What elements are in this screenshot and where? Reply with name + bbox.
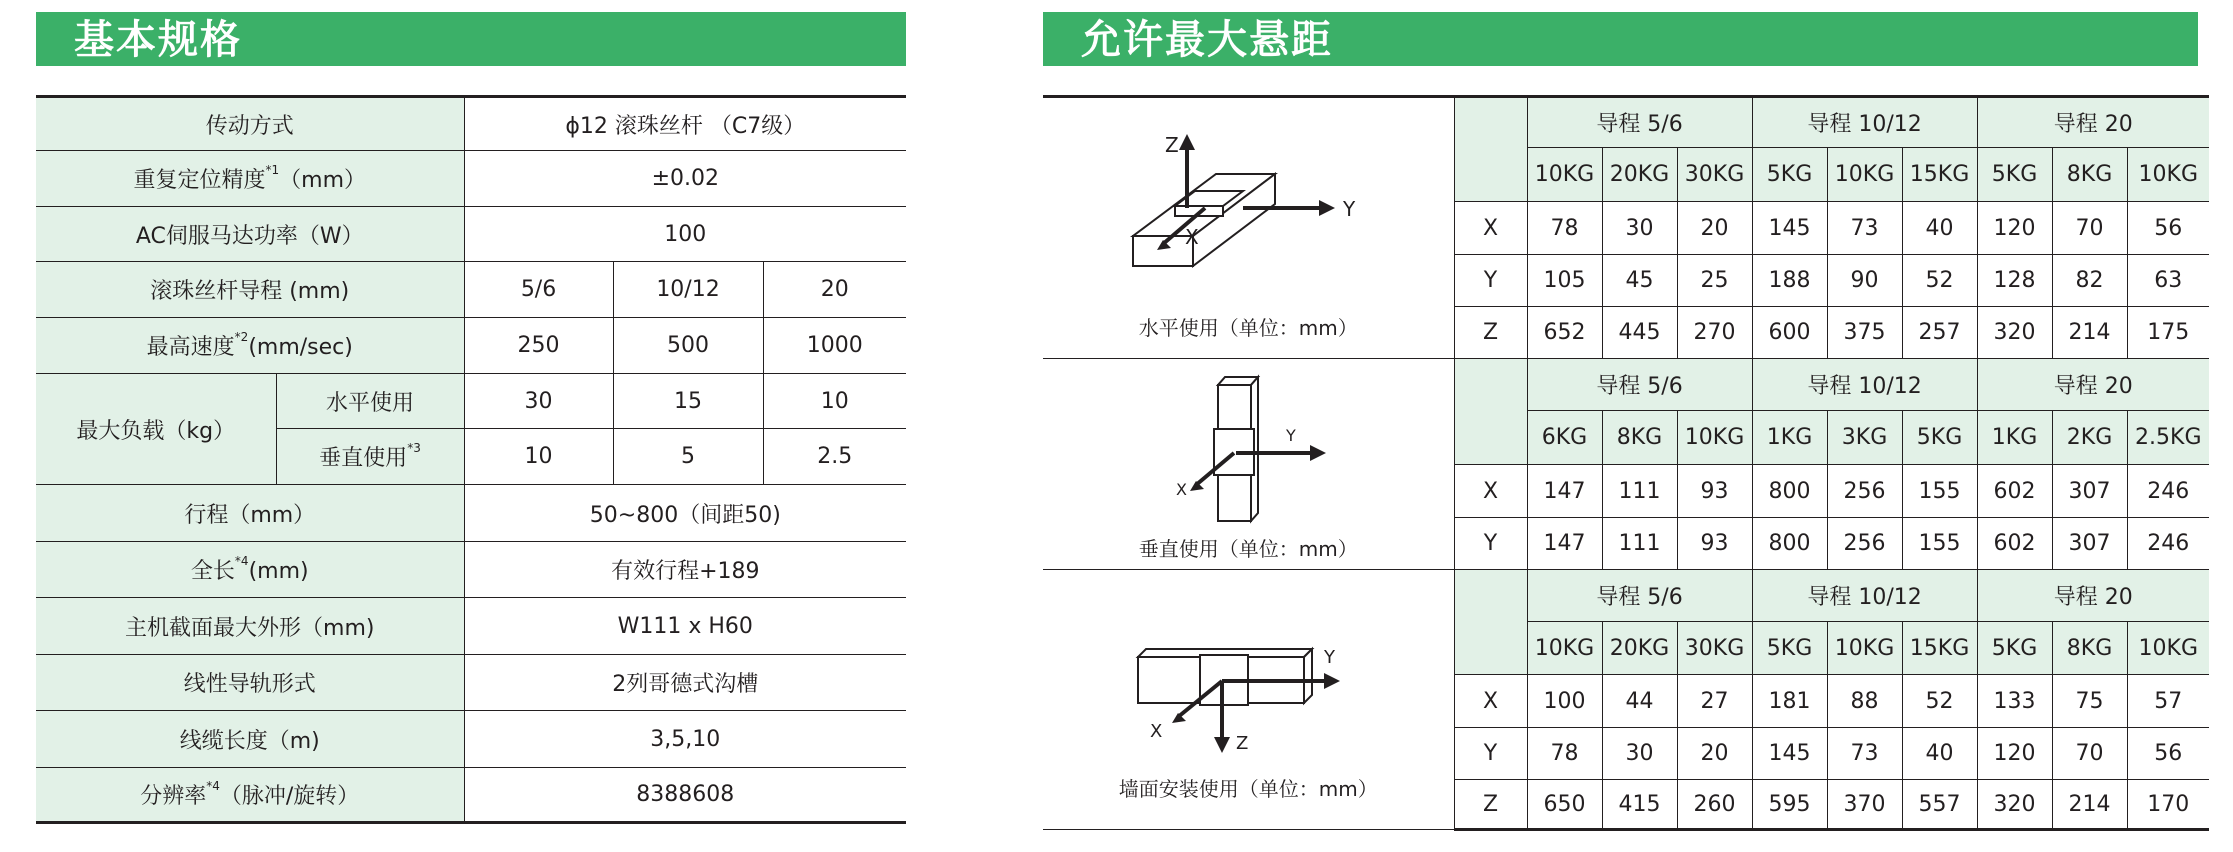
overhang-title: 允许最大悬距 — [1081, 17, 1333, 63]
speed-label-cell — [36, 318, 464, 374]
spec-row-section — [36, 598, 906, 655]
lead-value: 5/6 — [464, 262, 613, 318]
value-cell: 415 — [1602, 780, 1677, 830]
value-cell: 246 — [2127, 518, 2209, 570]
lead-header: 导程 10/12 — [1752, 359, 1977, 411]
value-cell: 40 — [1902, 728, 1977, 780]
spec-row-load-horizontal — [36, 374, 906, 429]
value-cell: 246 — [2127, 465, 2209, 518]
axis-cell: Y — [1454, 728, 1527, 780]
section-value: W111 x H60 — [464, 598, 906, 655]
spec-row-servo — [36, 207, 906, 262]
axis-cell: Z — [1454, 307, 1527, 359]
axis-label: Y — [1286, 425, 1297, 445]
spec-row-length — [36, 542, 906, 598]
value-cell: 70 — [2052, 202, 2127, 255]
spec-row-resolution — [36, 768, 906, 823]
value-cell: 175 — [2127, 307, 2209, 359]
cable-label: 线缆长度（m) — [36, 711, 464, 768]
basic-spec-table — [36, 95, 906, 824]
value-cell: 56 — [2127, 202, 2209, 255]
load-vertical-label: 垂直使用 — [319, 446, 408, 471]
vertical-diagram — [1138, 367, 1358, 527]
value-cell: 56 — [2127, 728, 2209, 780]
speed-value: 500 — [613, 318, 763, 374]
axis-label: Z — [1165, 132, 1179, 157]
value-cell: 260 — [1677, 780, 1752, 830]
value-cell: 375 — [1827, 307, 1902, 359]
axis-cell: X — [1454, 202, 1527, 255]
wall-lead-row — [1043, 570, 2209, 622]
value-cell: 133 — [1977, 675, 2052, 728]
overhang-table — [1043, 95, 2209, 831]
value-cell: 128 — [1977, 255, 2052, 307]
value-cell: 27 — [1677, 675, 1752, 728]
value-cell: 800 — [1752, 465, 1827, 518]
load-header: 6KG — [1527, 411, 1602, 465]
overhang-banner — [1043, 12, 2198, 66]
lead-header: 导程 10/12 — [1752, 570, 1977, 622]
value-cell: 111 — [1602, 465, 1677, 518]
axis-label: X — [1150, 721, 1163, 742]
lead-header: 导程 10/12 — [1752, 97, 1977, 148]
resolution-unit: （脉冲/旋转） — [219, 784, 360, 809]
value-cell: 52 — [1902, 255, 1977, 307]
value-cell: 73 — [1827, 202, 1902, 255]
repeat-note: *1 — [265, 163, 280, 177]
value-cell: 93 — [1677, 518, 1752, 570]
axis-header-cell — [1454, 97, 1527, 202]
value-cell: 155 — [1902, 518, 1977, 570]
value-cell: 40 — [1902, 202, 1977, 255]
load-horizontal-value: 10 — [763, 374, 906, 429]
value-cell: 188 — [1752, 255, 1827, 307]
value-cell: 800 — [1752, 518, 1827, 570]
value-cell: 100 — [1527, 675, 1602, 728]
wall-diagram — [1118, 597, 1378, 767]
spec-row-repeat — [36, 151, 906, 207]
speed-value: 250 — [464, 318, 613, 374]
value-cell: 63 — [2127, 255, 2209, 307]
value-cell: 20 — [1677, 202, 1752, 255]
value-cell: 120 — [1977, 202, 2052, 255]
section-label: 主机截面最大外形（mm) — [36, 598, 464, 655]
value-cell: 75 — [2052, 675, 2127, 728]
value-cell: 320 — [1977, 307, 2052, 359]
value-cell: 105 — [1527, 255, 1602, 307]
load-header: 20KG — [1602, 148, 1677, 202]
horizontal-figure-cell — [1043, 97, 1454, 359]
value-cell: 44 — [1602, 675, 1677, 728]
load-header: 10KG — [1827, 148, 1902, 202]
value-cell: 170 — [2127, 780, 2209, 830]
load-vertical-note: *3 — [407, 441, 421, 455]
resolution-value: 8388608 — [464, 768, 906, 823]
value-cell: 70 — [2052, 728, 2127, 780]
axis-header-cell — [1454, 570, 1527, 675]
horizontal-lead-row — [1043, 97, 2209, 148]
cable-value: 3,5,10 — [464, 711, 906, 768]
value-cell: 320 — [1977, 780, 2052, 830]
lead-header: 导程 20 — [1977, 97, 2209, 148]
value-cell: 30 — [1602, 202, 1677, 255]
vertical-lead-row — [1043, 359, 2209, 411]
value-cell: 78 — [1527, 728, 1602, 780]
value-cell: 88 — [1827, 675, 1902, 728]
horizontal-diagram — [1113, 116, 1383, 306]
value-cell: 145 — [1752, 728, 1827, 780]
value-cell: 602 — [1977, 465, 2052, 518]
value-cell: 370 — [1827, 780, 1902, 830]
axis-cell: Y — [1454, 518, 1527, 570]
load-header: 3KG — [1827, 411, 1902, 465]
spec-row-stroke — [36, 485, 906, 542]
value-cell: 650 — [1527, 780, 1602, 830]
value-cell: 445 — [1602, 307, 1677, 359]
load-header: 15KG — [1902, 148, 1977, 202]
drive-label: 传动方式 — [36, 97, 464, 151]
axis-label: X — [1185, 224, 1199, 249]
value-cell: 214 — [2052, 307, 2127, 359]
value-cell: 30 — [1602, 728, 1677, 780]
axis-cell: Z — [1454, 780, 1527, 830]
load-header: 1KG — [1977, 411, 2052, 465]
value-cell: 57 — [2127, 675, 2209, 728]
value-cell: 120 — [1977, 728, 2052, 780]
load-vertical-label-cell — [276, 429, 464, 485]
load-header: 10KG — [1527, 148, 1602, 202]
lead-header: 导程 5/6 — [1527, 359, 1752, 411]
spec-row-speed — [36, 318, 906, 374]
load-header: 2.5KG — [2127, 411, 2209, 465]
load-header: 30KG — [1677, 622, 1752, 675]
axis-label: X — [1176, 479, 1188, 499]
value-cell: 652 — [1527, 307, 1602, 359]
load-label: 最大负载（kg） — [36, 374, 276, 485]
value-cell: 214 — [2052, 780, 2127, 830]
value-cell: 90 — [1827, 255, 1902, 307]
load-header: 8KG — [1602, 411, 1677, 465]
value-cell: 147 — [1527, 465, 1602, 518]
lead-header: 导程 5/6 — [1527, 570, 1752, 622]
lead-header: 导程 20 — [1977, 570, 2209, 622]
load-header: 5KG — [1902, 411, 1977, 465]
value-cell: 78 — [1527, 202, 1602, 255]
load-header: 10KG — [1827, 622, 1902, 675]
servo-value: 100 — [464, 207, 906, 262]
basic-spec-title: 基本规格 — [74, 17, 242, 63]
load-header: 30KG — [1677, 148, 1752, 202]
speed-label: 最高速度 — [146, 335, 235, 360]
load-vertical-value: 10 — [464, 429, 613, 485]
length-unit: (mm) — [248, 559, 309, 584]
load-header: 5KG — [1752, 148, 1827, 202]
value-cell: 25 — [1677, 255, 1752, 307]
load-horizontal-value: 15 — [613, 374, 763, 429]
spec-row-lead — [36, 262, 906, 318]
value-cell: 155 — [1902, 465, 1977, 518]
value-cell: 73 — [1827, 728, 1902, 780]
repeat-value: ±0.02 — [464, 151, 906, 207]
value-cell: 307 — [2052, 465, 2127, 518]
load-header: 1KG — [1752, 411, 1827, 465]
load-header: 5KG — [1977, 148, 2052, 202]
value-cell: 82 — [2052, 255, 2127, 307]
repeat-label-cell — [36, 151, 464, 207]
value-cell: 147 — [1527, 518, 1602, 570]
repeat-unit: （mm） — [279, 168, 367, 193]
wall-figure-cell — [1043, 570, 1454, 830]
load-horizontal-label: 水平使用 — [276, 374, 464, 429]
basic-spec-banner — [36, 12, 906, 66]
lead-label: 滚珠丝杆导程 (mm) — [36, 262, 464, 318]
value-cell: 595 — [1752, 780, 1827, 830]
value-cell: 52 — [1902, 675, 1977, 728]
value-cell: 111 — [1602, 518, 1677, 570]
load-header: 15KG — [1902, 622, 1977, 675]
drive-value: ϕ12 滚珠丝杆 （C7级） — [464, 97, 906, 151]
lead-header: 导程 20 — [1977, 359, 2209, 411]
value-cell: 145 — [1752, 202, 1827, 255]
value-cell: 270 — [1677, 307, 1752, 359]
vertical-caption: 垂直使用（单位：mm） — [1138, 536, 1358, 561]
value-cell: 600 — [1752, 307, 1827, 359]
servo-label: AC伺服马达功率（W） — [36, 207, 464, 262]
length-label-cell — [36, 542, 464, 598]
load-vertical-value: 5 — [613, 429, 763, 485]
load-header: 20KG — [1602, 622, 1677, 675]
axis-label: Y — [1324, 647, 1336, 668]
axis-cell: X — [1454, 675, 1527, 728]
spec-row-cable — [36, 711, 906, 768]
axis-cell: Y — [1454, 255, 1527, 307]
load-header: 2KG — [2052, 411, 2127, 465]
value-cell: 257 — [1902, 307, 1977, 359]
load-header: 10KG — [1527, 622, 1602, 675]
rail-label: 线性导轨形式 — [36, 655, 464, 711]
axis-label: Y — [1343, 196, 1356, 221]
value-cell: 93 — [1677, 465, 1752, 518]
load-header: 5KG — [1752, 622, 1827, 675]
lead-header: 导程 5/6 — [1527, 97, 1752, 148]
value-cell: 307 — [2052, 518, 2127, 570]
axis-cell: X — [1454, 465, 1527, 518]
value-cell: 256 — [1827, 465, 1902, 518]
speed-note: *2 — [234, 330, 249, 344]
lead-value: 10/12 — [613, 262, 763, 318]
rail-value: 2列哥德式沟槽 — [464, 655, 906, 711]
load-vertical-value: 2.5 — [763, 429, 906, 485]
lead-value: 20 — [763, 262, 906, 318]
speed-value: 1000 — [763, 318, 906, 374]
horizontal-caption: 水平使用（单位：mm） — [1138, 315, 1358, 340]
vertical-figure-cell — [1043, 359, 1454, 570]
spec-row-rail — [36, 655, 906, 711]
stroke-label: 行程（mm） — [36, 485, 464, 542]
resolution-label: 分辨率 — [140, 784, 207, 809]
value-cell: 256 — [1827, 518, 1902, 570]
load-header: 8KG — [2052, 148, 2127, 202]
load-header: 5KG — [1977, 622, 2052, 675]
length-value: 有效行程+189 — [464, 542, 906, 598]
axis-header-cell — [1454, 359, 1527, 465]
repeat-label: 重复定位精度 — [133, 168, 266, 193]
value-cell: 20 — [1677, 728, 1752, 780]
load-header: 10KG — [2127, 622, 2209, 675]
resolution-label-cell — [36, 768, 464, 823]
value-cell: 181 — [1752, 675, 1827, 728]
value-cell: 45 — [1602, 255, 1677, 307]
value-cell: 602 — [1977, 518, 2052, 570]
load-header: 10KG — [2127, 148, 2209, 202]
length-label: 全长 — [190, 559, 235, 584]
load-horizontal-value: 30 — [464, 374, 613, 429]
load-header: 8KG — [2052, 622, 2127, 675]
wall-caption: 墙面安装使用（单位：mm） — [1118, 777, 1378, 801]
length-note: *4 — [234, 554, 249, 568]
resolution-note: *4 — [206, 779, 220, 793]
value-cell: 557 — [1902, 780, 1977, 830]
load-header: 10KG — [1677, 411, 1752, 465]
speed-unit: (mm/sec) — [248, 335, 353, 360]
stroke-value: 50~800（间距50) — [464, 485, 906, 542]
spec-row-drive — [36, 97, 906, 151]
axis-label: Z — [1236, 733, 1249, 754]
